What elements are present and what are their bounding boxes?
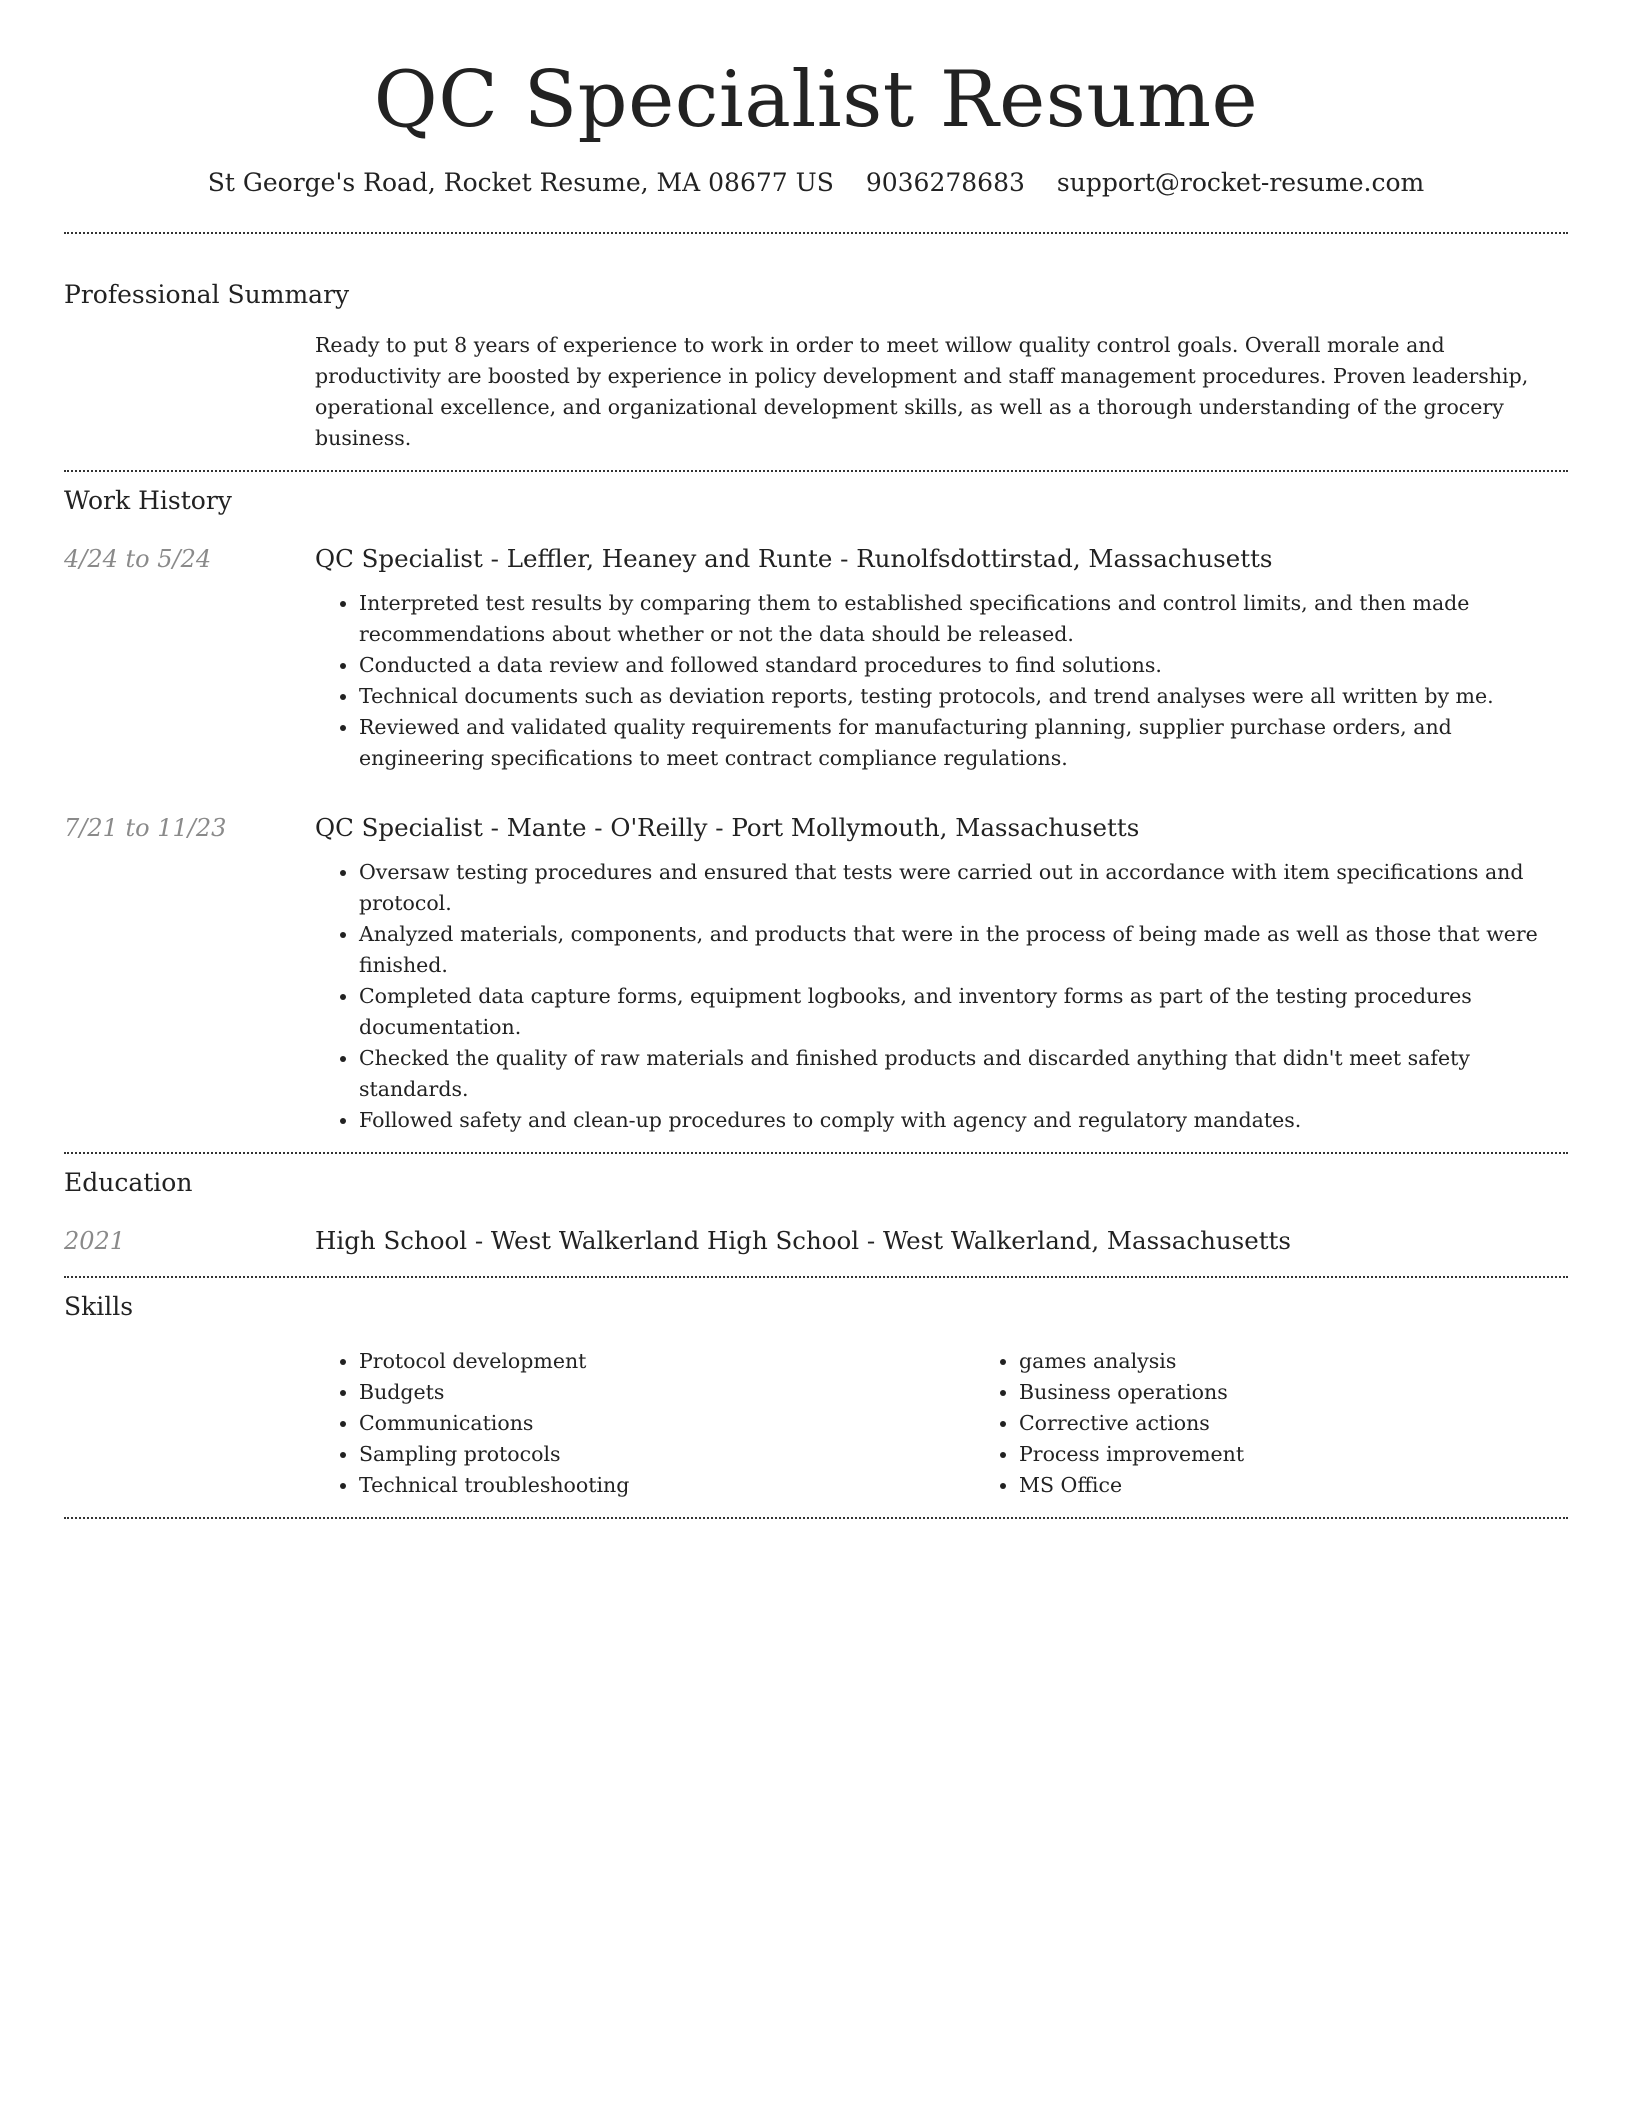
skill-item: • games analysis: [1019, 1346, 1632, 1377]
skills-section: [64, 1290, 1568, 1501]
job-entry: [64, 811, 1568, 1136]
skills-row: [64, 1346, 1568, 1501]
divider: [64, 232, 1568, 234]
job-title: QC Specialist - Mante - O'Reilly - Port Mollymouth, Massachusetts: [315, 813, 1140, 842]
contact-address: St George's Road, Rocket Resume, MA 08677 US: [207, 168, 834, 197]
summary-row: [64, 330, 1568, 454]
skill-item: • Sampling protocols: [359, 1439, 975, 1470]
summary-text: Ready to put 8 years of experience to work in order to meet willow quality control goals. Overall morale and productivity are boosted by experience in policy development and staff management procedures. Proven leadership, operational excellence, and organizational development skills, as well as a thorough understanding of the grocery business.: [315, 333, 1529, 450]
resume-page: [64, 0, 1568, 1519]
job-bullet: • Checked the quality of raw materials and finished products and discarded anything that didn't meet safety standards.: [359, 1043, 1568, 1105]
skill-item: • Corrective actions: [1019, 1408, 1632, 1439]
job-bullet: • Followed safety and clean-up procedures to comply with agency and regulatory mandates.: [359, 1105, 1568, 1136]
divider: [64, 1276, 1568, 1278]
job-entry: [64, 542, 1568, 774]
education-entry: [64, 1224, 1568, 1258]
contact-email: support@rocket-resume.com: [1056, 168, 1425, 197]
skills-list-right: [975, 1346, 1632, 1501]
divider: [64, 470, 1568, 472]
job-dates: 7/21 to 11/23: [64, 814, 227, 842]
resume-title: QC Specialist Resume: [373, 55, 1259, 145]
job-bullet: • Reviewed and validated quality requirements for manufacturing planning, supplier purchase orders, and engineering specifications to meet contract compliance regulations.: [359, 712, 1568, 774]
summary-section: [64, 278, 1568, 454]
skill-item: • Budgets: [359, 1377, 975, 1408]
section-heading-skills: Skills: [64, 1292, 134, 1321]
job-bullet: • Technical documents such as deviation reports, testing protocols, and trend analyses were all written by me.: [359, 681, 1568, 712]
skill-item: • Communications: [359, 1408, 975, 1439]
education-dates: 2021: [64, 1227, 126, 1255]
skill-item: • Protocol development: [359, 1346, 975, 1377]
section-heading-education: Education: [64, 1168, 193, 1197]
skill-item: • Technical troubleshooting: [359, 1470, 975, 1501]
skill-item: • Business operations: [1019, 1377, 1632, 1408]
skill-item: • Process improvement: [1019, 1439, 1632, 1470]
job-bullet: • Conducted a data review and followed standard procedures to find solutions.: [359, 650, 1568, 681]
skills-grid: [315, 1346, 1632, 1501]
job-bullet: • Completed data capture forms, equipment logbooks, and inventory forms as part of the testing procedures documentation.: [359, 981, 1568, 1043]
contact-phone: 9036278683: [865, 168, 1025, 197]
skill-item: • MS Office: [1019, 1470, 1632, 1501]
work-history-section: [64, 484, 1568, 1136]
job-dates: 4/24 to 5/24: [64, 545, 212, 573]
divider: [64, 1152, 1568, 1154]
job-title: QC Specialist - Leffler, Heaney and Runte - Runolfsdottirstad, Massachusetts: [315, 544, 1273, 573]
section-heading-summary: Professional Summary: [64, 280, 350, 309]
divider: [64, 1517, 1568, 1519]
education-title: High School - West Walkerland High School - West Walkerland, Massachusetts: [315, 1226, 1291, 1255]
education-section: [64, 1166, 1568, 1258]
section-heading-work-history: Work History: [64, 486, 232, 515]
job-bullet: • Interpreted test results by comparing them to established specifications and control limits, and then made recommendations about whether or not the data should be released.: [359, 588, 1568, 650]
job-bullet: • Analyzed materials, components, and products that were in the process of being made as well as those that were finished.: [359, 919, 1568, 981]
skills-list-left: [315, 1346, 975, 1501]
contact-line: [64, 166, 1568, 200]
job-bullets: [315, 857, 1568, 1136]
job-bullet: • Oversaw testing procedures and ensured that tests were carried out in accordance with item specifications and protocol.: [359, 857, 1568, 919]
job-bullets: [315, 588, 1568, 774]
